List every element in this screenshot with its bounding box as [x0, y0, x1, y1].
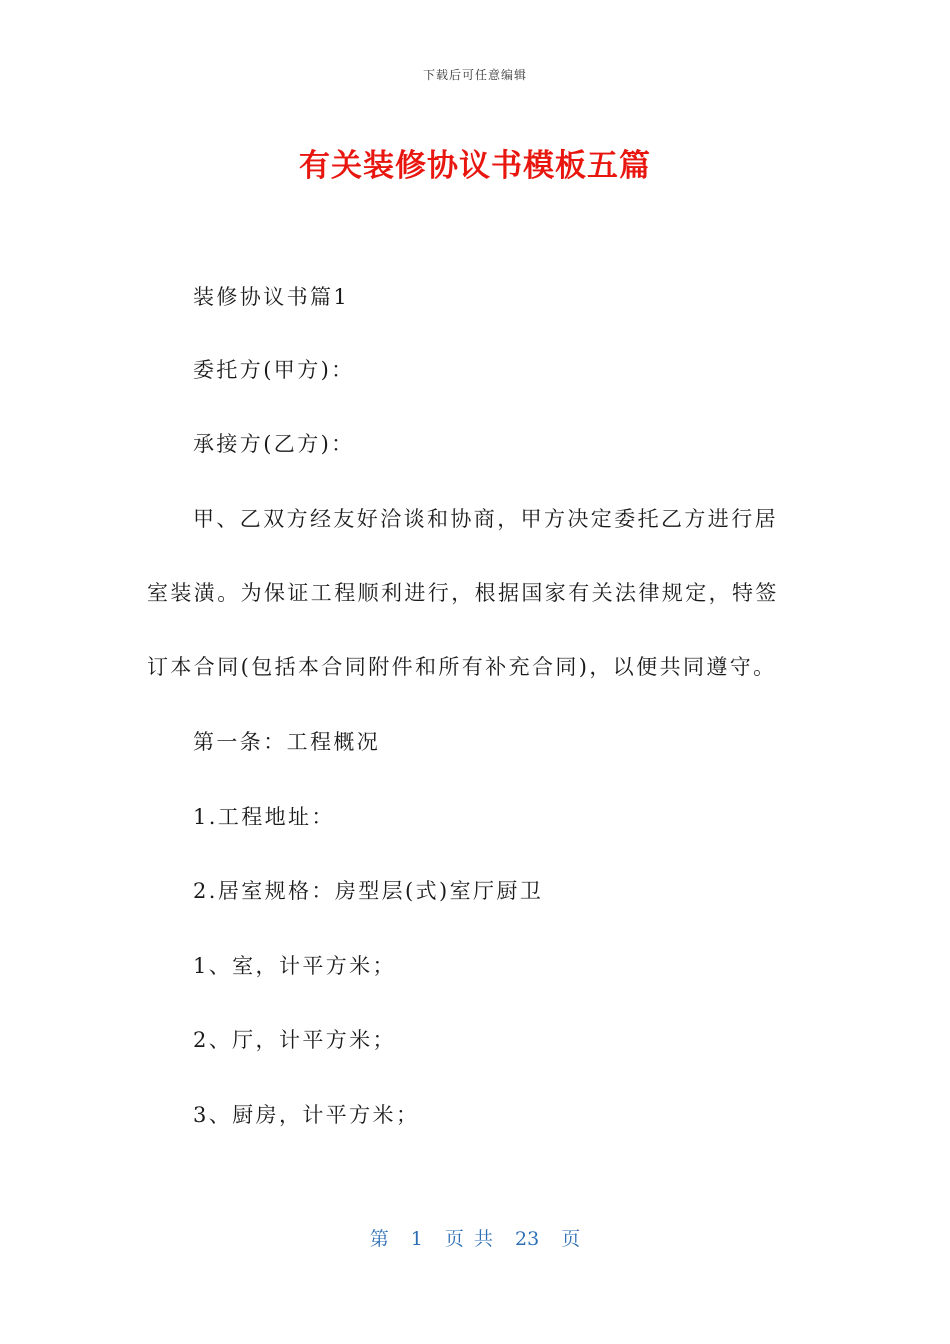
header-note: 下载后可任意编辑 [422, 68, 527, 82]
intro-paragraph-line-1: 甲、乙双方经友好洽谈和协商，甲方决定委托乙方进行居 [193, 507, 778, 531]
party-a-label: 委托方(甲方)： [193, 358, 355, 382]
intro-paragraph-line-2: 室装潢。为保证工程顺利进行，根据国家有关法律规定，特签 [147, 581, 779, 605]
article-one-heading: 第一条：工程概况 [193, 730, 381, 754]
page-label-suffix: 页 [561, 1228, 581, 1250]
party-b-label: 承接方(乙方)： [193, 432, 355, 456]
sub-item-kitchen: 3、厨房，计平方米； [193, 1103, 420, 1127]
item-room-spec: 2.居室规格：房型层(式)室厅厨卫 [193, 879, 544, 903]
page-label-prefix: 第 [369, 1228, 389, 1250]
sub-item-hall: 2、厅，计平方米； [193, 1028, 396, 1052]
document-title: 有关装修协议书模板五篇 [299, 148, 651, 184]
item-project-address: 1.工程地址： [193, 805, 335, 829]
intro-paragraph-line-3: 订本合同(包括本合同附件和所有补充合同)，以便共同遵守。 [147, 655, 777, 679]
page-label-mid: 页 共 [444, 1228, 493, 1250]
section-heading: 装修协议书篇1 [193, 285, 350, 309]
sub-item-room: 1、室，计平方米； [193, 954, 396, 978]
page-total: 23 [515, 1228, 540, 1250]
page-current: 1 [410, 1228, 423, 1250]
page-number-footer [0, 1224, 950, 1251]
